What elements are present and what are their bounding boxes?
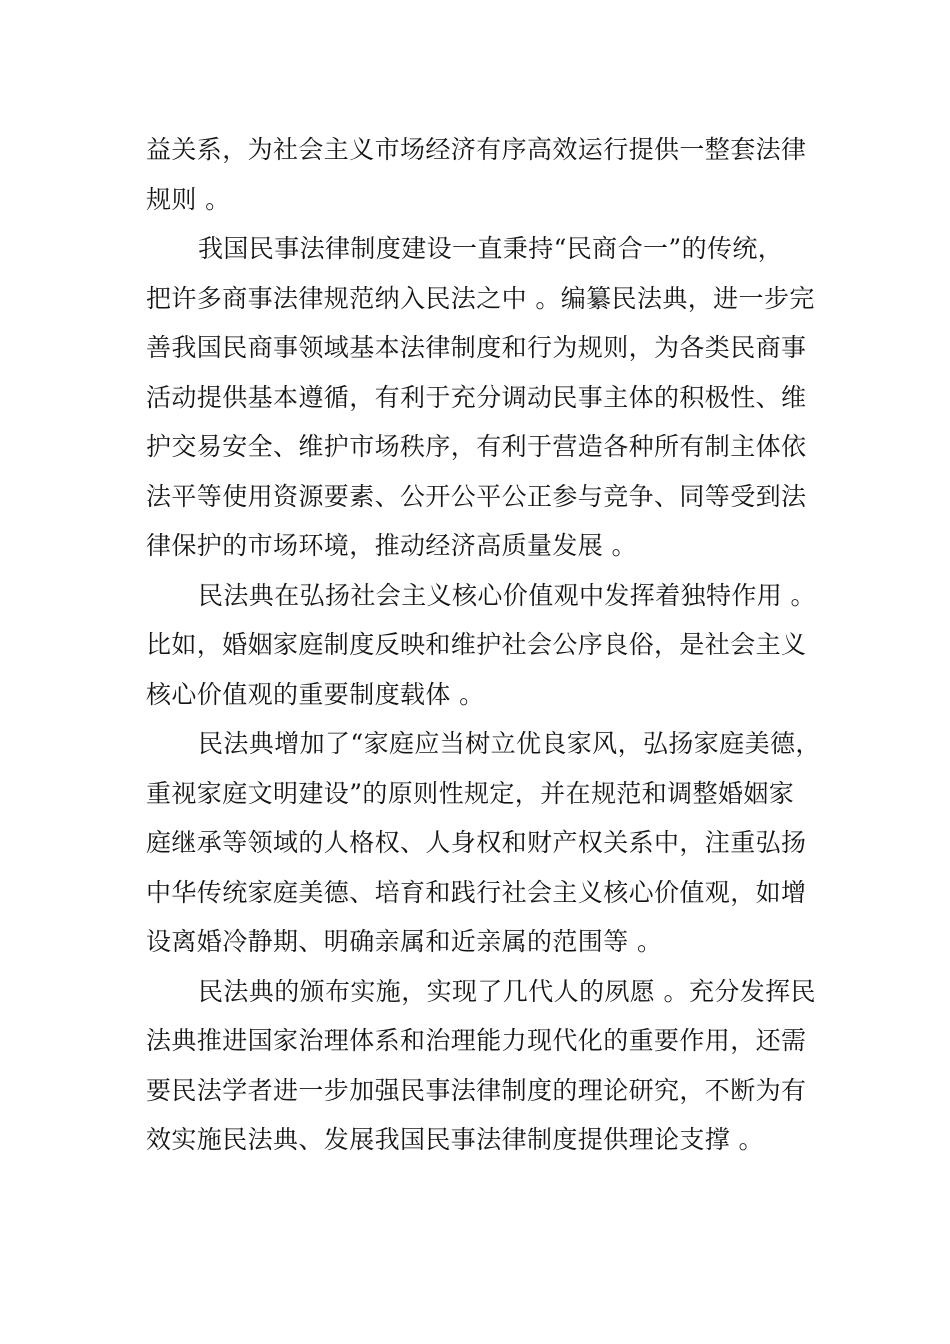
paragraph-3 (146, 571, 836, 720)
paragraph-line: 中华传统家庭美德、培育和践行社会主义核心价值观，如增 (146, 877, 807, 907)
paragraph-line: 要民法学者进一步加强民事法律制度的理论研究，不断为有 (146, 1075, 807, 1105)
paragraph-line: 律保护的市场环境，推动经济高质量发展 。 (146, 531, 637, 560)
paragraph-line: 设离婚冷静期、明确亲属和近亲属的范围等 。 (146, 927, 663, 956)
paragraph-line: 规则 。 (146, 184, 231, 214)
paragraph-line: 核心价值观的重要制度载体 。 (146, 679, 485, 709)
paragraph-line: 活动提供基本遵循，有利于充分调动民事主体的积极性、维 (146, 382, 807, 412)
paragraph-2 (146, 224, 836, 571)
paragraph-line: 民法典在弘扬社会主义核心价值观中发挥着独特作用 。 (198, 580, 816, 610)
paragraph-line: 护交易安全、维护市场秩序，有利于营造各种所有制主体依 (146, 432, 807, 461)
paragraph-line: 庭继承等领域的人格权、人身权和财产权关系中，注重弘扬 (146, 828, 807, 857)
paragraph-line: 民法典的颁布实施，实现了几代人的夙愿 。充分发挥民 (198, 976, 816, 1006)
paragraph-line: 比如，婚姻家庭制度反映和维护社会公序良俗，是社会主义 (146, 630, 807, 659)
paragraph-line: 重视家庭文明建设”的原则性规定，并在规范和调整婚姻家 (146, 778, 795, 808)
paragraph-1 (146, 125, 836, 224)
paragraph-5 (146, 967, 836, 1165)
paragraph-line: 我国民事法律制度建设一直秉持“民商合一”的传统， (198, 234, 784, 263)
paragraph-4 (146, 719, 836, 967)
document-body (146, 125, 836, 1165)
paragraph-line: 法典推进国家治理体系和治理能力现代化的重要作用，还需 (146, 1026, 807, 1055)
paragraph-line: 善我国民商事领域基本法律制度和行为规则，为各类民商事 (146, 333, 807, 362)
paragraph-line: 效实施民法典、发展我国民事法律制度提供理论支撑 。 (146, 1125, 764, 1154)
paragraph-line: 把许多商事法律规范纳入民法之中 。编纂民法典，进一步完 (146, 283, 815, 313)
paragraph-line: 益关系，为社会主义市场经济有序高效运行提供一整套法律 (146, 135, 807, 164)
paragraph-line: 民法典增加了“家庭应当树立优良家风，弘扬家庭美德， (198, 729, 821, 758)
paragraph-line: 法平等使用资源要素、公开公平公正参与竞争、同等受到法 (146, 481, 807, 511)
